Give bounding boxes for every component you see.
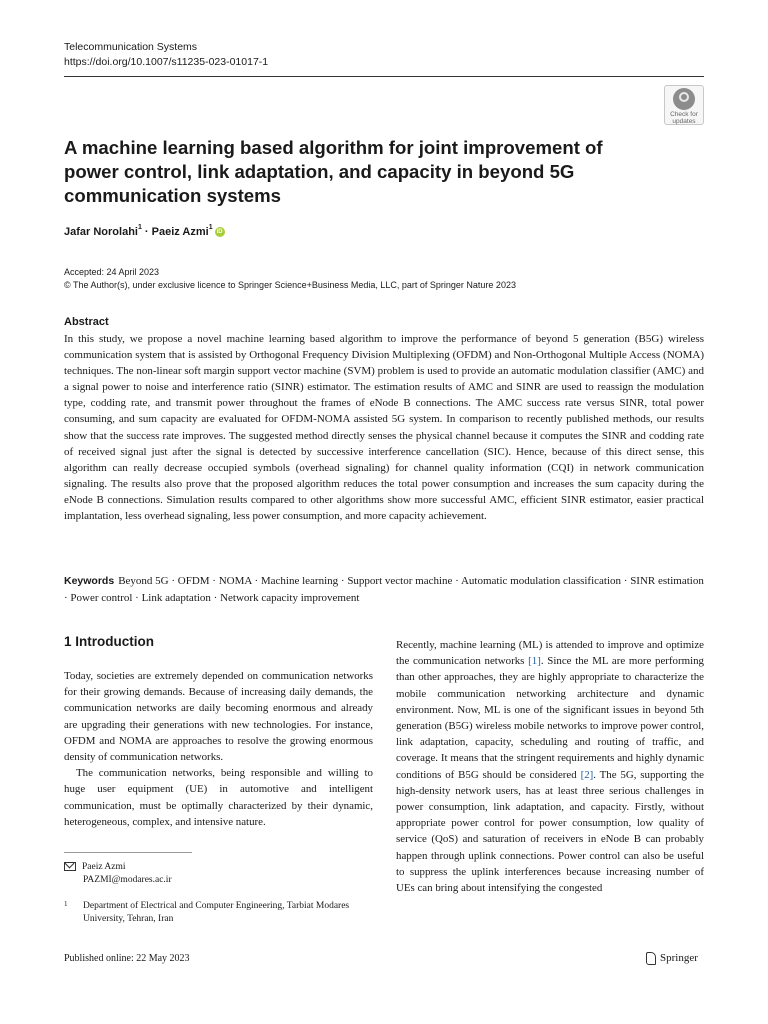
left-column: [64, 668, 373, 830]
doi-link[interactable]: https://doi.org/10.1007/s11235-023-01017-1: [64, 56, 269, 68]
orcid-icon[interactable]: iD: [216, 229, 223, 236]
author-name: Jafar Norolahi: [64, 226, 138, 238]
check-updates-label: Check for updates: [670, 111, 698, 125]
accepted-date: Accepted: 24 April 2023: [64, 267, 160, 277]
journal-name: Telecommunication Systems: [64, 41, 198, 53]
right-column: [396, 637, 704, 896]
paper-title: A machine learning based algorithm for joint improvement of power control, link adaptation, and capacity in beyond 5G communication systems: [64, 137, 603, 206]
author-list: [64, 226, 225, 238]
affiliation-footnote: [64, 900, 373, 926]
header-rule: [64, 76, 704, 77]
footnote-rule: [64, 852, 192, 853]
citation-link[interactable]: [2]: [580, 768, 594, 781]
corresponding-email[interactable]: PAZMI@modares.ac.ir: [83, 875, 172, 885]
abstract-heading: Abstract: [64, 316, 109, 328]
keywords-text: Beyond 5G · OFDM · NOMA · Machine learning · Support vector machine · Automatic modulation classification · SINR estimation · Power control · Link adaptation · Network capacity improvement: [64, 575, 704, 604]
paragraph-text: Recently, machine learning (ML) is attended to improve and optimize the communication networks: [396, 639, 704, 668]
paragraph: Today, societies are extremely depended on communication networks for their growing demands. Because of increasing daily demands, the communication networks are daily becoming enormous and already are upgrading their generations with new technologies. For instance, OFDM and NOMA are approaches to resolve the growing enormous density of communication networks.: [64, 670, 373, 764]
publisher-logo: [646, 952, 698, 965]
corresponding-name: Paeiz Azmi: [82, 862, 126, 872]
check-updates-icon: [673, 88, 695, 110]
publisher-name: Springer: [660, 952, 698, 965]
keywords: [64, 573, 704, 606]
abstract-text: In this study, we propose a novel machine learning based algorithm to improve the performance of beyond 5 generation (B5G) wireless communication system that is assisted by Orthogonal Frequency Division Multiplexing (OFDM) and Non-Orthogonal Multiple Access (NOMA) techniques. The non-linear soft margin support vector machine (SVM) problem is used to provide an automatic modulation classifier (AMC) and a signal power to noise and interference ratio (SINR) estimator. The estimation results of AMC and SINR are used to reassign the modulation type, codding rate, and transmit power throughout the frames of eNode B connections. The AMC success rate versus SINR, total power consuming, and sum capacity are evaluated for OFDM-NOMA assisted 5G system. In comparison to recently published methods, our results show that the success rate improves. The suggested method directly senses the physical channel because it computes the SINR and codding rate of received signal just after the signal is detected by successive interference cancellation (SIC). Hence, because of this direct sense, this algorithm can really decrease occupied symbols (overhead signaling) for channel quality information (CQI) in network communication signaling. The results also prove that the proposed algorithm reduces the total power consumption and increases the sum capacity during the eNode B connections. Simulation results compared to other algorithms show more successful AMC, efficient SINR estimator, easier practical implantation, less overhead signaling, less power consumption, and more capacity achievement.: [64, 333, 704, 523]
journal-header: [64, 40, 268, 70]
copyright-notice: © The Author(s), under exclusive licence to Springer Science+Business Media, LLC, part of Springer Nature 2023: [64, 280, 516, 290]
check-for-updates-badge[interactable]: [664, 85, 704, 125]
author-separator: ·: [141, 226, 152, 238]
paragraph-text: . The 5G, supporting the high-density network users, has at least three serious challenges in power consumption, link adaptation, and capacity. Firstly, without appropriate power control for power consumption, low quality of service (QoS) and saturation of receivers in eNode B can probably happen through uplink connections. Power control can also be useful to suppress the uplink interferences because increasing number of UEs can bring about intensifying the congested: [396, 768, 705, 895]
author-name: Paeiz Azmi: [151, 226, 209, 238]
affiliation-mark: 1: [208, 224, 213, 231]
article-dates: [64, 266, 516, 292]
section-heading: 1 Introduction: [64, 634, 154, 649]
affiliation-mark: 1: [137, 224, 142, 231]
affiliation-number: 1: [64, 900, 68, 908]
envelope-icon: [64, 862, 76, 871]
paragraph: The communication networks, being responsible and willing to huge user equipment (UE) in automotive and intelligent communication, must be optimally characterized by their dynamic, heterogeneous, complex, and intensive nature.: [64, 767, 373, 828]
published-date: Published online: 22 May 2023: [64, 953, 190, 964]
corresponding-author: [64, 861, 172, 887]
affiliation-text: Department of Electrical and Computer Engineering, Tarbiat Modares University, Tehran, Iran: [83, 901, 350, 924]
springer-horse-icon: [646, 952, 656, 965]
keywords-label: Keywords: [64, 575, 115, 587]
paragraph-text: . Since the ML are more performing than other approaches, they are highly appropriate to characterize the mobile communication networking architecture and dynamic environment. Now, ML is one of the significant issues in beyond 5th generation (B5G) wireless mobile networks to improve power control, link adaptation, capacity, scheduling and routing of traffic, and coverage. It means that the stringent requirements and highly dynamic conditions of B5G should be considered: [396, 655, 704, 781]
citation-link[interactable]: [1]: [528, 655, 541, 668]
